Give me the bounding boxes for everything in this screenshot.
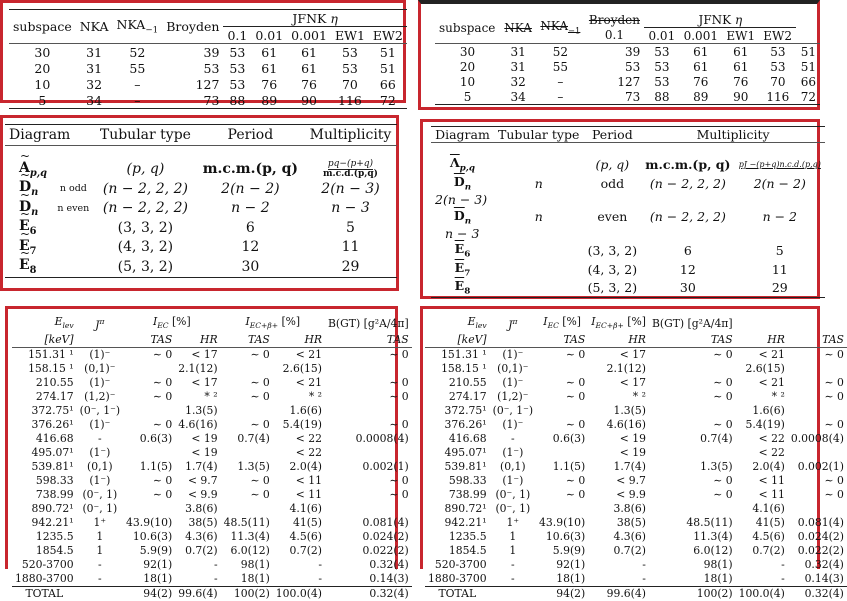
table-row: 416.68 - 0.6(3) < 19 0.7(4) < 22 0.0008(4): [448, 432, 844, 446]
panel-iterations-original: [0, 0, 406, 108]
table-row: 539.81¹ (0,1) 1.1(5) 1.7(4) 1.3(5) 2.0(4) 0.002(1): [31, 460, 409, 474]
panel-iterations-reconstructed: [418, 0, 820, 110]
header-nka-m1: $NKA_{-1}$: [540, 19, 581, 36]
table-row: 10 32 – 127 53 76 76 70 66: [459, 74, 816, 89]
table-row: 5 34 – 73 88 89 90 116 72: [435, 89, 820, 105]
table-row: 598.33 (1⁻) ∼ 0 < 9.7 ∼ 0 < 11 ∼ 0: [35, 474, 409, 488]
diagrams-table-reconstructed: [431, 126, 825, 298]
header-diagram: Diagram: [435, 127, 490, 143]
header-broyden: Broyden: [588, 12, 640, 27]
iterations-table-reconstructed: [435, 12, 820, 105]
table-row: 495.07¹ (1⁻) < 19 < 22: [444, 446, 785, 460]
table-row: 1854.5 1 5.9(9) 0.7(2) 6.0(12) 0.7(2) 0.022(2): [35, 544, 409, 558]
table-row: $\overline{D}_n$ n odd (n − 2, 2, 2) 2(n − 2): [453, 173, 806, 193]
table-row: ~ $D_n$ n even (n − 2, 2, 2) n − 2 n − 3: [5, 199, 397, 219]
table-row: ~ $E_7$ (4, 3, 2) 12 11: [5, 238, 397, 258]
table-row: 210.55 (1)⁻ ∼ 0 < 17 ∼ 0 < 21 ∼ 0: [448, 376, 844, 390]
header-multiplicity: Multiplicity: [696, 127, 770, 143]
table-row: 30 31 52 39 53 61 61 53 51: [459, 44, 816, 59]
table-row: 1854.5 1 5.9(9) 0.7(2) 6.0(12) 0.7(2) 0.022(2): [448, 544, 844, 558]
header-ew1: EW1: [726, 28, 756, 43]
table-row: 210.55 (1)⁻ ∼ 0 < 17 ∼ 0 < 21 ∼ 0: [35, 376, 409, 390]
table-row: 520-3700 - 92(1) - 98(1) - 0.32(4): [21, 558, 409, 572]
table-row: 942.21¹ 1⁺ 43.9(10) 38(5) 48.5(11) 41(5) 0.081(4): [444, 516, 844, 530]
header-eta-0.01: 0.01: [648, 28, 676, 43]
header-eta-0.1: 0.1: [227, 27, 248, 43]
table-row: 942.21¹ 1⁺ 43.9(10) 38(5) 48.5(11) 41(5) 0.081(4): [31, 516, 409, 530]
header-nka: NKA: [504, 20, 532, 35]
table-row: 738.99 (0⁻, 1) ∼ 0 < 9.9 ∼ 0 < 11 ∼ 0: [448, 488, 844, 502]
table-row: 890.72¹ (0⁻, 1) 3.8(6) 4.1(6): [31, 502, 322, 516]
header-period: Period: [591, 127, 633, 143]
header-ew1: EW1: [334, 27, 365, 43]
table-row: 5 34 – 73 88 89 90 116 72: [9, 92, 407, 109]
header-eta-0.001: 0.001: [683, 28, 718, 43]
table-row: $\overline{D}_n$ n even (n − 2, 2, 2) n − 2: [453, 207, 797, 227]
table-row: 158.15 ¹ (0,1)⁻ 2.1(12) 2.6(15): [441, 362, 785, 376]
table-row: 372.75¹ (0⁻, 1⁻) 1.3(5) 1.6(6): [31, 404, 322, 418]
header-tubular-type: Tubular type: [99, 126, 191, 143]
header-tubular-type: Tubular type: [498, 127, 580, 143]
table-row: 1235.5 1 10.6(3) 4.3(6) 11.3(4) 4.5(6) 0.024(2): [35, 530, 409, 544]
table-row: 20 31 55 53 53 61 61 53 51: [34, 60, 396, 76]
table-row: ~ $E_6$ (3, 3, 2) 6 5: [5, 218, 397, 238]
header-diagram: Diagram: [9, 126, 71, 143]
header-multiplicity: Multiplicity: [309, 126, 392, 143]
table-row: ~ $E_8$ (5, 3, 2) 30 29: [5, 257, 397, 277]
table-row: 598.33 (1⁻) ∼ 0 < 9.7 ∼ 0 < 11 ∼ 0: [448, 474, 844, 488]
panel-levels-reconstructed: [420, 306, 844, 601]
header-ew2: EW2: [763, 28, 793, 43]
diagrams-table-original: [5, 124, 397, 278]
table-row: 10 32 – 127 53 76 76 70 66: [34, 76, 396, 92]
table-row: 738.99 (0⁻, 1) ∼ 0 < 9.9 ∼ 0 < 11 ∼ 0: [35, 488, 409, 502]
header-jfnk: JFNK η: [644, 12, 796, 28]
table-row-wrap: n − 3: [445, 226, 480, 242]
table-row: 1235.5 1 10.6(3) 4.3(6) 11.3(4) 4.5(6) 0.024(2): [448, 530, 844, 544]
table-row: 274.17 (1,2)⁻ ∼ 0 * ² ∼ 0 * ² ∼ 0: [448, 390, 844, 404]
header-eta-0.01: 0.01: [255, 27, 284, 43]
levels-table-reconstructed: $E_{lev}$ $J^\pi$ $I_{EC}$ [%] $I_{EC+\beta+}$ [%] B(GT) [g²A/4π] [keV] TAS HR TAS HR TAS 151.31 ¹ (1)⁻ ∼ 0 < 17 ∼ 0 < 21 ∼ 0 158.15 ¹ (0,1)⁻ 2.1(12) 2.6(15) 210.55 (1)⁻ ∼ 0 < 17 ∼ 0 < 21 ∼ 0 274.17 (1,2)⁻ ∼ 0 * ² ∼ 0 * ² ∼ 0 372.75¹ (0⁻, 1⁻) 1.3(5) 1.6(6) 376.26¹ (1)⁻ ∼ 0 4.6(16) ∼ 0 5.4(19) ∼ 0 416.68 - 0.6(3) < 19 0.7(4) < 22 0.0008(4) 495.07¹ (1⁻) < 19 < 22 539.81¹ (0,1) 1.1(5) 1.7(4) 1.3(5) 2.0(4) 0.002(1) 598.33 (1⁻) ∼ 0 < 9.7 ∼ 0 < 11 ∼ 0 738.99 (0⁻, 1) ∼ 0 < 9.9 ∼ 0 < 11 ∼ 0 890.72¹ (0⁻, 1) 3.8(6) 4.1(6) 942.21¹ 1⁺ 43.9(10) 38(5) 48.5(11) 41(5) 0.081(4) 1235.5 1 10.6(3) 4.3(6) 11.3(4) 4.5(6) 0.024(2) 1854.5 1 5.9(9) 0.7(2) 6.0(12) 0.7(2) 0.022(2) 520-3700 - 92(1) - 98(1) - 0.32(4) 1880-3700 - 18(1) - 18(1) - 0.14(3) TOTAL 94(2) 99.6(4) 100(2) 100.0(4) 0.32(4): [425, 315, 847, 601]
table-row: 158.15 ¹ (0,1)⁻ 2.1(12) 2.6(15): [28, 362, 322, 376]
table-row: $\overline{\Lambda}_{p,q}$ (p, q) m.c.m.(p, q) pJ −(p+q)n.c.d.(p,q): [449, 155, 821, 174]
table-row: $\overline{E}_7$ (4, 3, 2) 12 11: [454, 259, 788, 279]
header-period: Period: [227, 126, 274, 143]
header-subspace: subspace: [13, 19, 72, 34]
header-ew2: EW2: [372, 27, 403, 43]
header-nka: NKA: [79, 19, 109, 34]
table-row: 20 31 55 53 53 61 61 53 51: [459, 59, 816, 74]
table-row: 376.26¹ (1)⁻ ∼ 0 4.6(16) ∼ 0 5.4(19) ∼ 0: [31, 418, 409, 432]
table-row: 151.31 ¹ (1)⁻ ∼ 0 < 17 ∼ 0 < 21 ∼ 0: [441, 348, 844, 362]
table-row: 539.81¹ (0,1) 1.1(5) 1.7(4) 1.3(5) 2.0(4) 0.002(1): [444, 460, 844, 474]
header-eta-0.1: 0.1: [604, 28, 624, 43]
table-row: 416.68 - 0.6(3) < 19 0.7(4) < 22 0.0008(4): [35, 432, 409, 446]
iterations-table-original: [9, 9, 407, 109]
table-row: ~ $D_n$ n odd (n − 2, 2, 2) 2(n − 2) 2(n − 3): [5, 179, 397, 199]
header-subspace: subspace: [439, 20, 496, 35]
header-nka-m1: $NKA_{-1}$: [116, 17, 159, 36]
panel-diagrams-reconstructed: [420, 119, 820, 299]
table-row: 520-3700 - 92(1) - 98(1) - 0.32(4): [434, 558, 844, 572]
header-broyden: Broyden: [166, 19, 220, 34]
header-eta-0.001: 0.001: [291, 27, 327, 43]
table-row: 495.07¹ (1⁻) < 19 < 22: [31, 446, 322, 460]
table-row: 151.31 ¹ (1)⁻ ∼ 0 < 17 ∼ 0 < 21 ∼ 0: [28, 348, 409, 362]
total-row: TOTAL 94(2) 99.6(4) 100(2) 100.0(4) 0.32(4): [12, 587, 412, 601]
table-row: 372.75¹ (0⁻, 1⁻) 1.3(5) 1.6(6): [444, 404, 785, 418]
panel-levels-original: [5, 306, 409, 601]
table-row-wrap: 2(n − 3): [435, 192, 488, 208]
table-row: 1880-3700 - 18(1) - 18(1) - 0.14(3): [15, 572, 409, 586]
panel-diagrams-original: [0, 115, 399, 291]
table-row: 890.72¹ (0⁻, 1) 3.8(6) 4.1(6): [444, 502, 785, 516]
table-row: 1880-3700 - 18(1) - 18(1) - 0.14(3): [428, 572, 844, 586]
table-row: 274.17 (1,2)⁻ ∼ 0 * ² ∼ 0 * ² ∼ 0: [35, 390, 409, 404]
table-row: ~ $A_{p,q}$ (p, q) m.c.m.(p, q) pq−(p+q) m.c.d.(p,q): [5, 160, 397, 180]
table-row: $\overline{E}_8$ (5, 3, 2) 30 29: [431, 278, 825, 297]
table-row: 30 31 52 39 53 61 61 53 51: [34, 44, 396, 60]
total-row: TOTAL 94(2) 99.6(4) 100(2) 100.0(4) 0.32(4): [425, 587, 847, 601]
table-row: 376.26¹ (1)⁻ ∼ 0 4.6(16) ∼ 0 5.4(19) ∼ 0: [444, 418, 844, 432]
header-jfnk: JFNK η: [223, 10, 406, 27]
levels-table-original: $E_{lev}$ $J^\pi$ $I_{EC}$ [%] $I_{EC+\beta+}$ [%] B(GT) [g²A/4π] [keV] TAS HR TAS HR TAS 151.31 ¹ (1)⁻ ∼ 0 < 17 ∼ 0 < 21 ∼ 0 158.15 ¹ (0,1)⁻ 2.1(12) 2.6(15) 210.55 (1)⁻ ∼ 0 < 17 ∼ 0 < 21 ∼ 0 274.17 (1,2)⁻ ∼ 0 * ² ∼ 0 * ² ∼ 0 372.75¹ (0⁻, 1⁻) 1.3(5) 1.6(6) 376.26¹ (1)⁻ ∼ 0 4.6(16) ∼ 0 5.4(19) ∼ 0 416.68 - 0.6(3) < 19 0.7(4) < 22 0.0008(4) 495.07¹ (1⁻) < 19 < 22 539.81¹ (0,1) 1.1(5) 1.7(4) 1.3(5) 2.0(4) 0.002(1) 598.33 (1⁻) ∼ 0 < 9.7 ∼ 0 < 11 ∼ 0 738.99 (0⁻, 1) ∼ 0 < 9.9 ∼ 0 < 11 ∼ 0 890.72¹ (0⁻, 1) 3.8(6) 4.1(6) 942.21¹ 1⁺ 43.9(10) 38(5) 48.5(11) 41(5) 0.081(4) 1235.5 1 10.6(3) 4.3(6) 11.3(4) 4.5(6) 0.024(2) 1854.5 1 5.9(9) 0.7(2) 6.0(12) 0.7(2) 0.022(2) 520-3700 - 92(1) - 98(1) - 0.32(4) 1880-3700 - 18(1) - 18(1) - 0.14(3) TOTAL 94(2) 99.6(4) 100(2) 100.0(4) 0.32(4): [12, 315, 412, 601]
table-row: $\overline{E}_6$ (3, 3, 2) 6 5: [454, 241, 784, 260]
